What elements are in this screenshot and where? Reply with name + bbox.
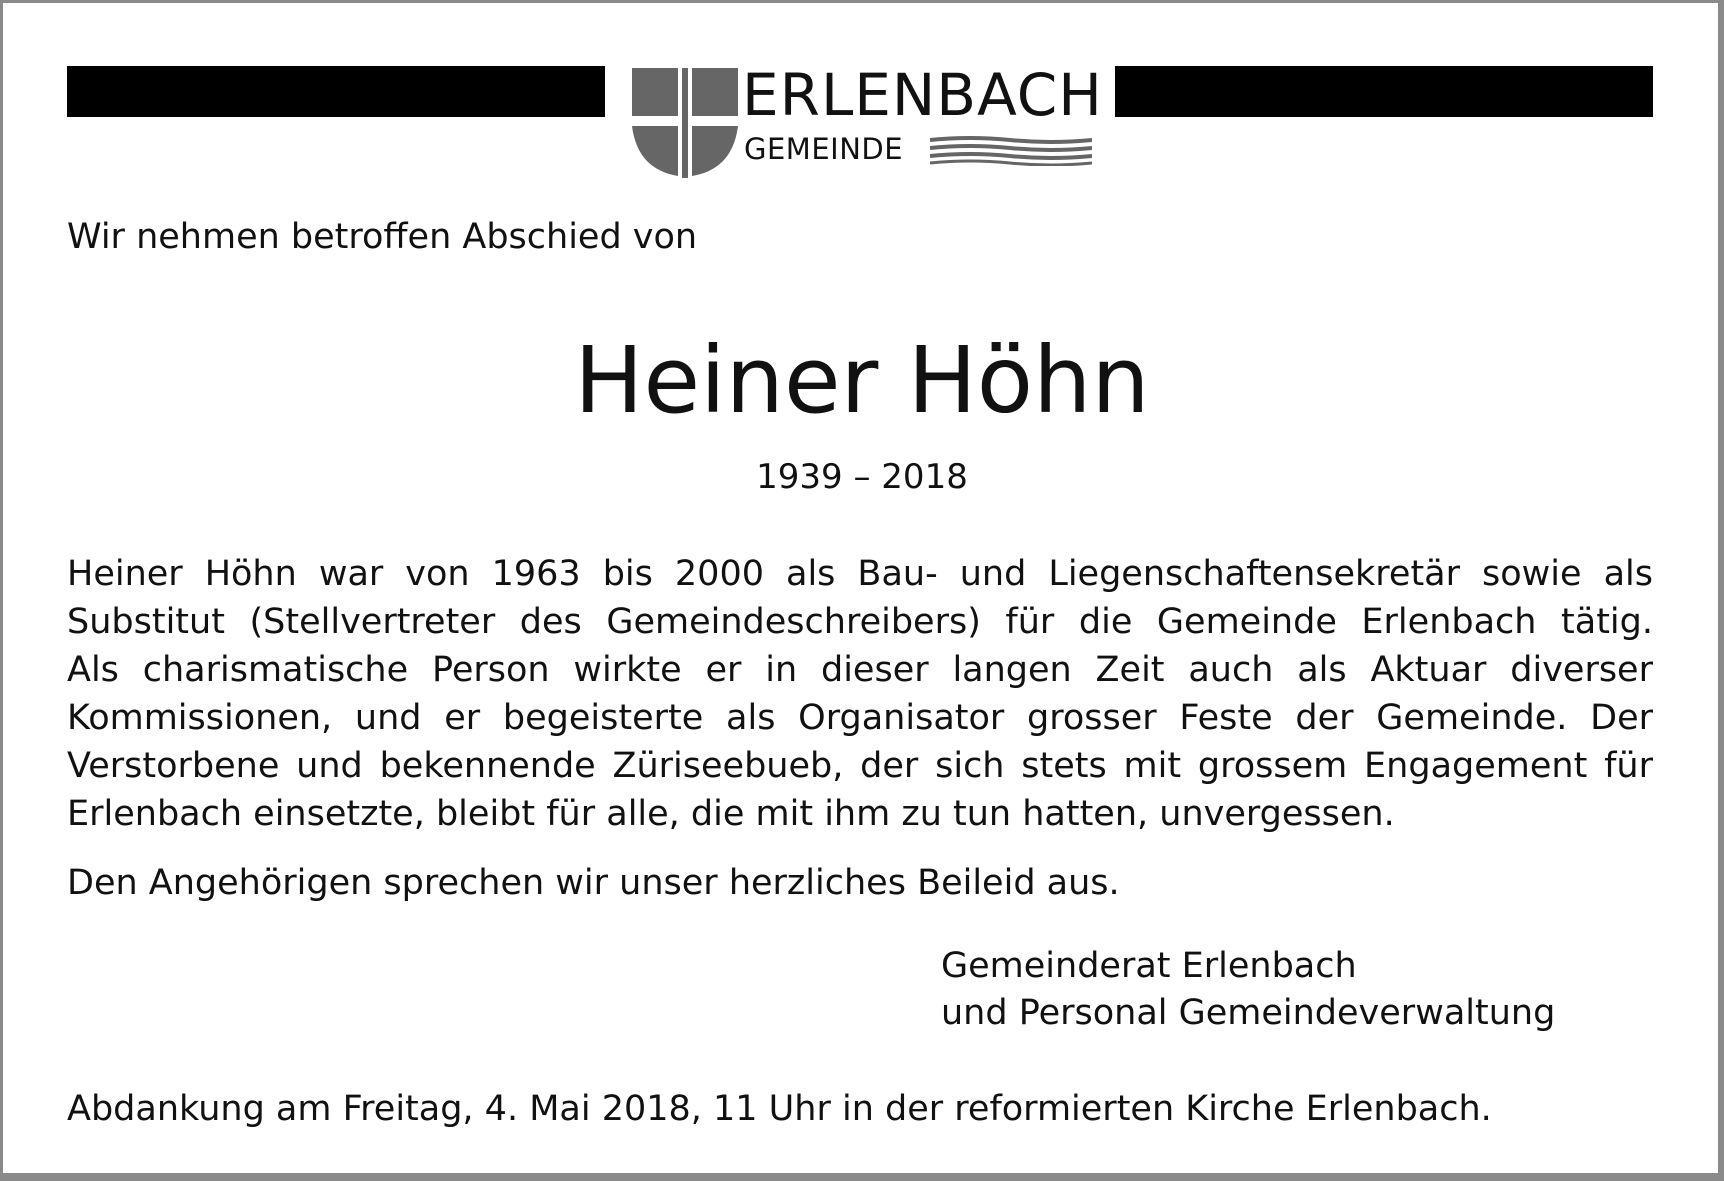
deceased-name: Heiner Höhn <box>574 327 1150 434</box>
lake-waves-icon <box>930 136 1092 166</box>
paragraph-line: Als charismatische Person wirkte er in dieser langen Zeit auch als Aktuar diverser <box>67 650 1653 690</box>
logo-name: ERLENBACH <box>742 61 1103 129</box>
municipality-logo <box>630 61 1103 180</box>
condolence-text: Den Angehörigen sprechen wir unser herzliches Beileid aus. <box>67 863 1120 903</box>
logo-subtitle: GEMEINDE <box>744 132 904 166</box>
header-bar-right <box>1115 66 1653 117</box>
paragraph-line: Heiner Höhn war von 1963 bis 2000 als Bau- und Liegenschaftensekretär sowie als <box>67 554 1653 594</box>
signature-line-1: Gemeinderat Erlenbach <box>941 946 1357 986</box>
header-bar-left <box>67 66 605 117</box>
paragraph-line: Kommissionen, und er begeisterte als Organisator grosser Feste der Gemeinde. Der <box>67 698 1653 738</box>
paragraph-line: Erlenbach einsetzte, bleibt für alle, die mit ihm zu tun hatten, unvergessen. <box>67 794 1395 834</box>
paragraph-line: Substitut (Stellvertreter des Gemeindeschreibers) für die Gemeinde Erlenbach tätig. <box>67 602 1653 642</box>
paragraph-line: Verstorbene und bekennende Züriseebueb, der sich stets mit grossem Engagement für <box>67 746 1653 786</box>
funeral-details: Abdankung am Freitag, 4. Mai 2018, 11 Uhr in der reformierten Kirche Erlenbach. <box>67 1089 1492 1129</box>
intro-text: Wir nehmen betroffen Abschied von <box>67 217 698 257</box>
signature-line-2: und Personal Gemeindeverwaltung <box>941 993 1556 1033</box>
obituary-paragraph <box>67 550 1653 838</box>
erlenbach-shield-icon <box>630 62 740 180</box>
life-years: 1939 – 2018 <box>756 457 968 497</box>
